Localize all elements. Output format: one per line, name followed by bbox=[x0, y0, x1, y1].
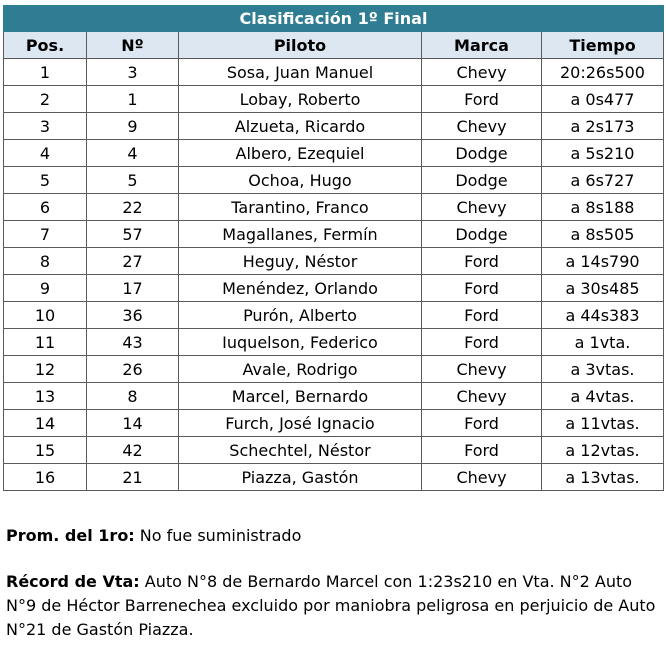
cell-driver: Iuquelson, Federico bbox=[179, 329, 422, 356]
cell-pos: 13 bbox=[4, 383, 87, 410]
table-row bbox=[4, 464, 664, 491]
cell-brand: Dodge bbox=[422, 140, 542, 167]
cell-number: 3 bbox=[87, 59, 179, 86]
cell-time: a 12vtas. bbox=[542, 437, 664, 464]
cell-brand: Ford bbox=[422, 437, 542, 464]
cell-time: a 1vta. bbox=[542, 329, 664, 356]
cell-brand: Dodge bbox=[422, 221, 542, 248]
cell-pos: 15 bbox=[4, 437, 87, 464]
table-row bbox=[4, 59, 664, 86]
cell-number: 1 bbox=[87, 86, 179, 113]
cell-driver: Schechtel, Néstor bbox=[179, 437, 422, 464]
average-note bbox=[6, 524, 662, 548]
cell-number: 43 bbox=[87, 329, 179, 356]
cell-number: 8 bbox=[87, 383, 179, 410]
cell-driver: Alzueta, Ricardo bbox=[179, 113, 422, 140]
cell-driver: Avale, Rodrigo bbox=[179, 356, 422, 383]
cell-pos: 16 bbox=[4, 464, 87, 491]
cell-driver: Albero, Ezequiel bbox=[179, 140, 422, 167]
cell-pos: 1 bbox=[4, 59, 87, 86]
cell-driver: Menéndez, Orlando bbox=[179, 275, 422, 302]
record-label: Récord de Vta: bbox=[6, 572, 140, 591]
cell-number: 4 bbox=[87, 140, 179, 167]
table-row bbox=[4, 86, 664, 113]
table-row bbox=[4, 383, 664, 410]
cell-number: 5 bbox=[87, 167, 179, 194]
cell-time: a 11vtas. bbox=[542, 410, 664, 437]
cell-number: 27 bbox=[87, 248, 179, 275]
table-row bbox=[4, 410, 664, 437]
cell-driver: Sosa, Juan Manuel bbox=[179, 59, 422, 86]
cell-driver: Heguy, Néstor bbox=[179, 248, 422, 275]
average-value: No fue suministrado bbox=[134, 526, 302, 545]
table-body bbox=[4, 59, 664, 491]
cell-pos: 2 bbox=[4, 86, 87, 113]
cell-time: a 8s505 bbox=[542, 221, 664, 248]
cell-brand: Chevy bbox=[422, 194, 542, 221]
classification-table bbox=[3, 5, 664, 491]
cell-driver: Tarantino, Franco bbox=[179, 194, 422, 221]
cell-time: a 8s188 bbox=[542, 194, 664, 221]
cell-number: 26 bbox=[87, 356, 179, 383]
cell-brand: Ford bbox=[422, 410, 542, 437]
notes bbox=[6, 524, 662, 642]
table-row bbox=[4, 302, 664, 329]
table-row bbox=[4, 140, 664, 167]
cell-pos: 5 bbox=[4, 167, 87, 194]
cell-driver: Marcel, Bernardo bbox=[179, 383, 422, 410]
cell-driver: Furch, José Ignacio bbox=[179, 410, 422, 437]
cell-driver: Ochoa, Hugo bbox=[179, 167, 422, 194]
cell-brand: Ford bbox=[422, 329, 542, 356]
cell-pos: 6 bbox=[4, 194, 87, 221]
table-row bbox=[4, 113, 664, 140]
cell-time: 20:26s500 bbox=[542, 59, 664, 86]
header-row bbox=[4, 32, 664, 59]
header-pos: Pos. bbox=[4, 32, 87, 59]
cell-pos: 8 bbox=[4, 248, 87, 275]
cell-driver: Lobay, Roberto bbox=[179, 86, 422, 113]
cell-pos: 4 bbox=[4, 140, 87, 167]
cell-time: a 6s727 bbox=[542, 167, 664, 194]
cell-time: a 14s790 bbox=[542, 248, 664, 275]
table-row bbox=[4, 194, 664, 221]
cell-time: a 4vtas. bbox=[542, 383, 664, 410]
cell-pos: 3 bbox=[4, 113, 87, 140]
average-label: Prom. del 1ro: bbox=[6, 526, 135, 545]
cell-brand: Ford bbox=[422, 86, 542, 113]
table-row bbox=[4, 437, 664, 464]
record-note bbox=[6, 570, 662, 642]
cell-time: a 44s383 bbox=[542, 302, 664, 329]
cell-time: a 2s173 bbox=[542, 113, 664, 140]
cell-number: 57 bbox=[87, 221, 179, 248]
cell-brand: Dodge bbox=[422, 167, 542, 194]
header-brand: Marca bbox=[422, 32, 542, 59]
cell-brand: Ford bbox=[422, 302, 542, 329]
table-row bbox=[4, 248, 664, 275]
cell-number: 42 bbox=[87, 437, 179, 464]
header-time: Tiempo bbox=[542, 32, 664, 59]
record-value: Auto N°8 de Bernardo Marcel con 1:23s210 en Vta. N°2 Auto N°9 de Héctor Barrenechea excluido por maniobra peligrosa en perjuicio de Auto N°21 de Gastón Piazza. bbox=[6, 572, 656, 639]
cell-brand: Chevy bbox=[422, 356, 542, 383]
cell-number: 17 bbox=[87, 275, 179, 302]
cell-number: 22 bbox=[87, 194, 179, 221]
cell-pos: 7 bbox=[4, 221, 87, 248]
cell-number: 36 bbox=[87, 302, 179, 329]
cell-brand: Chevy bbox=[422, 464, 542, 491]
table-row bbox=[4, 221, 664, 248]
cell-pos: 10 bbox=[4, 302, 87, 329]
cell-time: a 5s210 bbox=[542, 140, 664, 167]
cell-brand: Ford bbox=[422, 275, 542, 302]
cell-driver: Piazza, Gastón bbox=[179, 464, 422, 491]
cell-driver: Purón, Alberto bbox=[179, 302, 422, 329]
cell-time: a 3vtas. bbox=[542, 356, 664, 383]
cell-number: 9 bbox=[87, 113, 179, 140]
cell-pos: 9 bbox=[4, 275, 87, 302]
cell-pos: 11 bbox=[4, 329, 87, 356]
table-row bbox=[4, 167, 664, 194]
cell-brand: Chevy bbox=[422, 383, 542, 410]
cell-pos: 14 bbox=[4, 410, 87, 437]
header-number: Nº bbox=[87, 32, 179, 59]
cell-pos: 12 bbox=[4, 356, 87, 383]
cell-brand: Chevy bbox=[422, 113, 542, 140]
cell-brand: Chevy bbox=[422, 59, 542, 86]
cell-time: a 13vtas. bbox=[542, 464, 664, 491]
cell-brand: Ford bbox=[422, 248, 542, 275]
table-row bbox=[4, 329, 664, 356]
cell-number: 21 bbox=[87, 464, 179, 491]
table-title: Clasificación 1º Final bbox=[4, 6, 664, 32]
header-driver: Piloto bbox=[179, 32, 422, 59]
cell-time: a 30s485 bbox=[542, 275, 664, 302]
table-row bbox=[4, 275, 664, 302]
cell-number: 14 bbox=[87, 410, 179, 437]
cell-driver: Magallanes, Fermín bbox=[179, 221, 422, 248]
cell-time: a 0s477 bbox=[542, 86, 664, 113]
table-row bbox=[4, 356, 664, 383]
